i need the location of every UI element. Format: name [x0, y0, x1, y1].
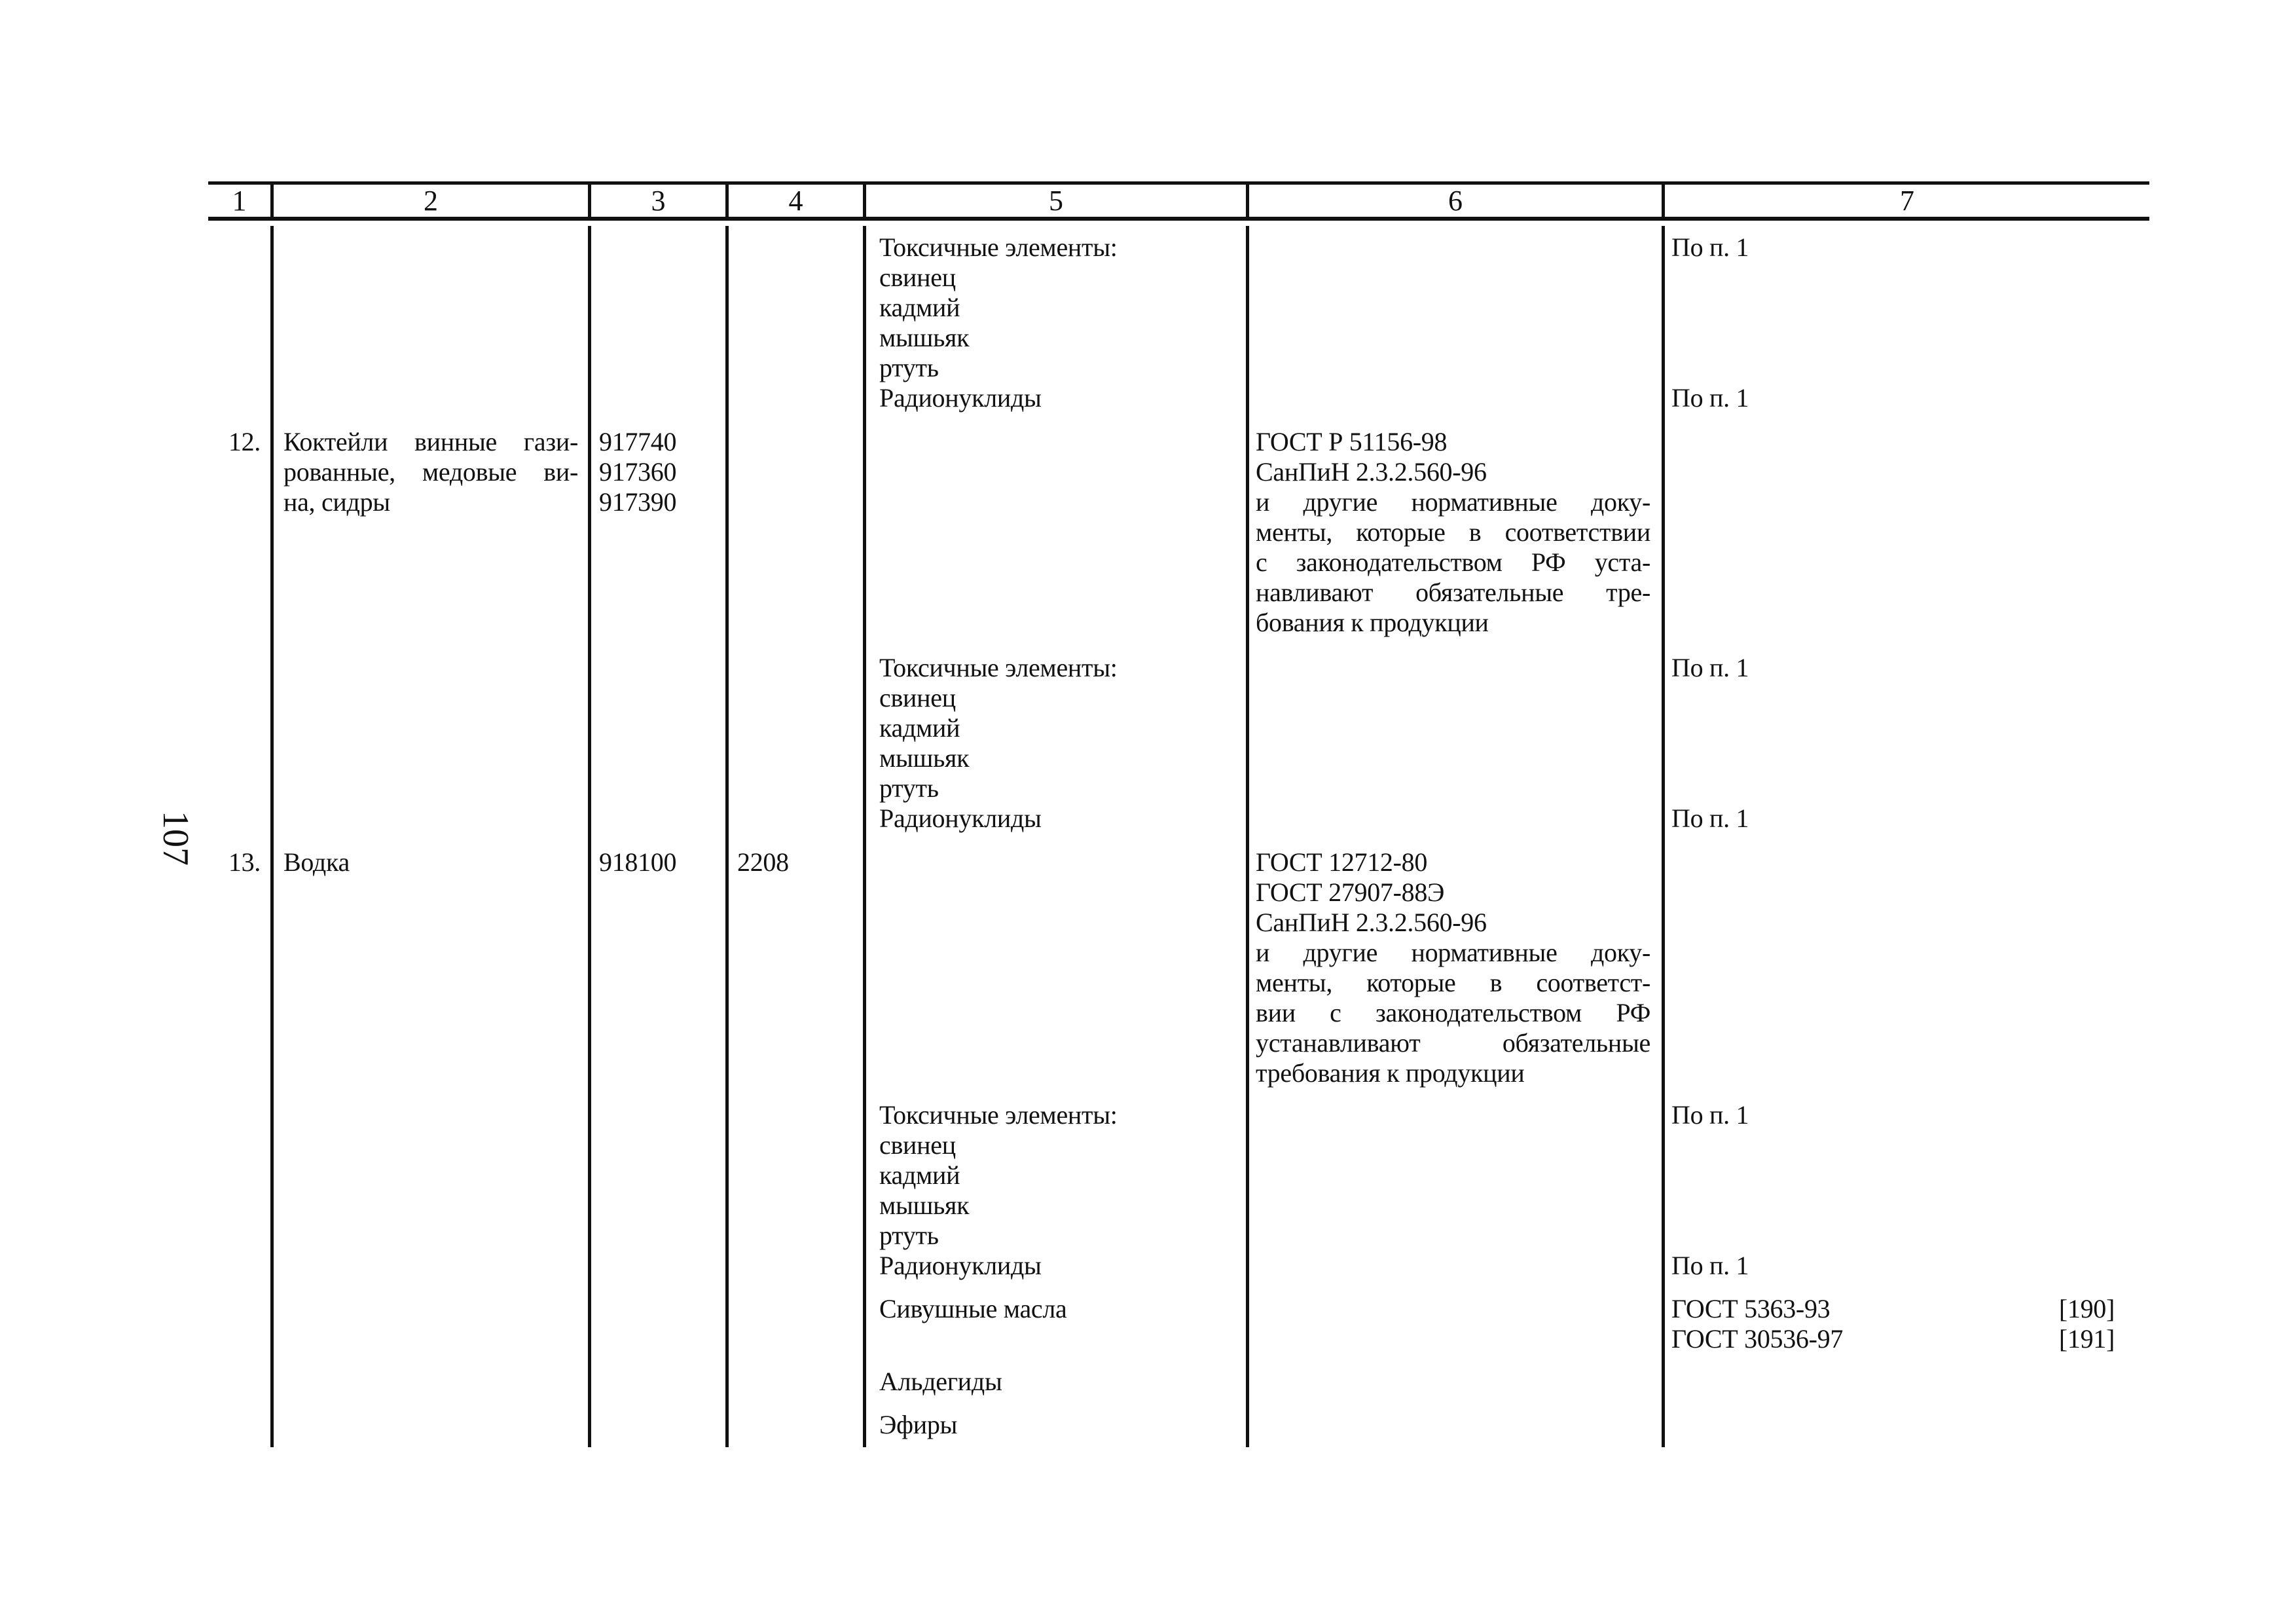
document-line: вии с законодательством РФ: [1256, 998, 1650, 1027]
row-number: 12.: [228, 427, 261, 456]
indicator: кадмий: [879, 293, 960, 322]
method-standard: ГОСТ 5363-93: [1671, 1294, 1831, 1323]
column-divider: [863, 226, 866, 1447]
column-header: 4: [788, 185, 803, 217]
method-ref: По п. 1: [1671, 1100, 1749, 1130]
column-header: 7: [1900, 185, 1914, 217]
indicator: ртуть: [879, 353, 939, 382]
reference-number: [190]: [2058, 1294, 2115, 1323]
method-ref: По п. 1: [1671, 653, 1749, 682]
product-code: 917360: [599, 457, 677, 487]
document-line: требования к продукции: [1256, 1058, 1525, 1088]
indicator: мышьяк: [879, 1190, 970, 1220]
product-name-line: рованные, медовые ви-: [283, 457, 578, 487]
document-line: и другие нормативные доку-: [1256, 487, 1650, 517]
document-line: бования к продукции: [1256, 608, 1489, 637]
indicator: Токсичные элементы:: [879, 1100, 1118, 1130]
indicator: Сивушные масла: [879, 1294, 1067, 1323]
product-name-line: на, сидры: [283, 487, 390, 517]
indicator: мышьяк: [879, 743, 970, 773]
column-divider: [1246, 226, 1249, 1447]
document-line: ГОСТ 12712-80: [1256, 847, 1428, 877]
document-line: с законодательством РФ уста-: [1256, 547, 1650, 577]
product-code: 917390: [599, 487, 677, 517]
indicator: Альдегиды: [879, 1367, 1002, 1396]
indicator: свинец: [879, 1130, 956, 1160]
document-line: СанПиН 2.3.2.560-96: [1256, 457, 1487, 487]
page-number: 107: [155, 811, 196, 866]
column-header: 1: [232, 185, 247, 217]
column-divider: [1662, 226, 1665, 1447]
indicator: Токсичные элементы:: [879, 653, 1118, 682]
indicator: кадмий: [879, 713, 960, 743]
document-line: ГОСТ 27907-88Э: [1256, 877, 1445, 907]
product-code: 918100: [599, 847, 677, 877]
indicator: Радионуклиды: [879, 1251, 1042, 1280]
document-line: навливают обязательные тре-: [1256, 578, 1650, 607]
indicator: свинец: [879, 263, 956, 292]
document-line: и другие нормативные доку-: [1256, 938, 1650, 967]
column-divider: [270, 226, 274, 1447]
document-line: устанавливают обязательные: [1256, 1028, 1650, 1058]
indicator: кадмий: [879, 1160, 960, 1190]
document-line: СанПиН 2.3.2.560-96: [1256, 908, 1487, 937]
column-divider: [725, 226, 729, 1447]
product-name-line: Коктейли винные гази-: [283, 427, 578, 456]
reference-number: [191]: [2058, 1324, 2115, 1354]
indicator: Эфиры: [879, 1410, 958, 1439]
column-header: 2: [424, 185, 438, 217]
indicator: ртуть: [879, 1221, 939, 1250]
method-ref: По п. 1: [1671, 803, 1749, 833]
column-header: 5: [1049, 185, 1063, 217]
row-number: 13.: [228, 847, 261, 877]
tn-ved-code: 2208: [737, 847, 789, 877]
indicator: Радионуклиды: [879, 803, 1042, 833]
method-ref: По п. 1: [1671, 1251, 1749, 1280]
indicator: Токсичные элементы:: [879, 232, 1118, 262]
product-code: 917740: [599, 427, 677, 456]
column-divider: [588, 226, 591, 1447]
product-name: Водка: [283, 847, 350, 877]
indicator: мышьяк: [879, 323, 970, 352]
column-header: 6: [1448, 185, 1463, 217]
method-ref: По п. 1: [1671, 232, 1749, 262]
method-standard: ГОСТ 30536-97: [1671, 1324, 1844, 1354]
indicator: ртуть: [879, 773, 939, 803]
document-line: менты, которые в соответст-: [1256, 968, 1650, 997]
indicator: Радионуклиды: [879, 383, 1042, 413]
method-ref: По п. 1: [1671, 383, 1749, 413]
document-line: менты, которые в соответствии: [1256, 517, 1650, 547]
column-header: 3: [651, 185, 666, 217]
document-line: ГОСТ Р 51156-98: [1256, 427, 1448, 456]
indicator: свинец: [879, 683, 956, 712]
